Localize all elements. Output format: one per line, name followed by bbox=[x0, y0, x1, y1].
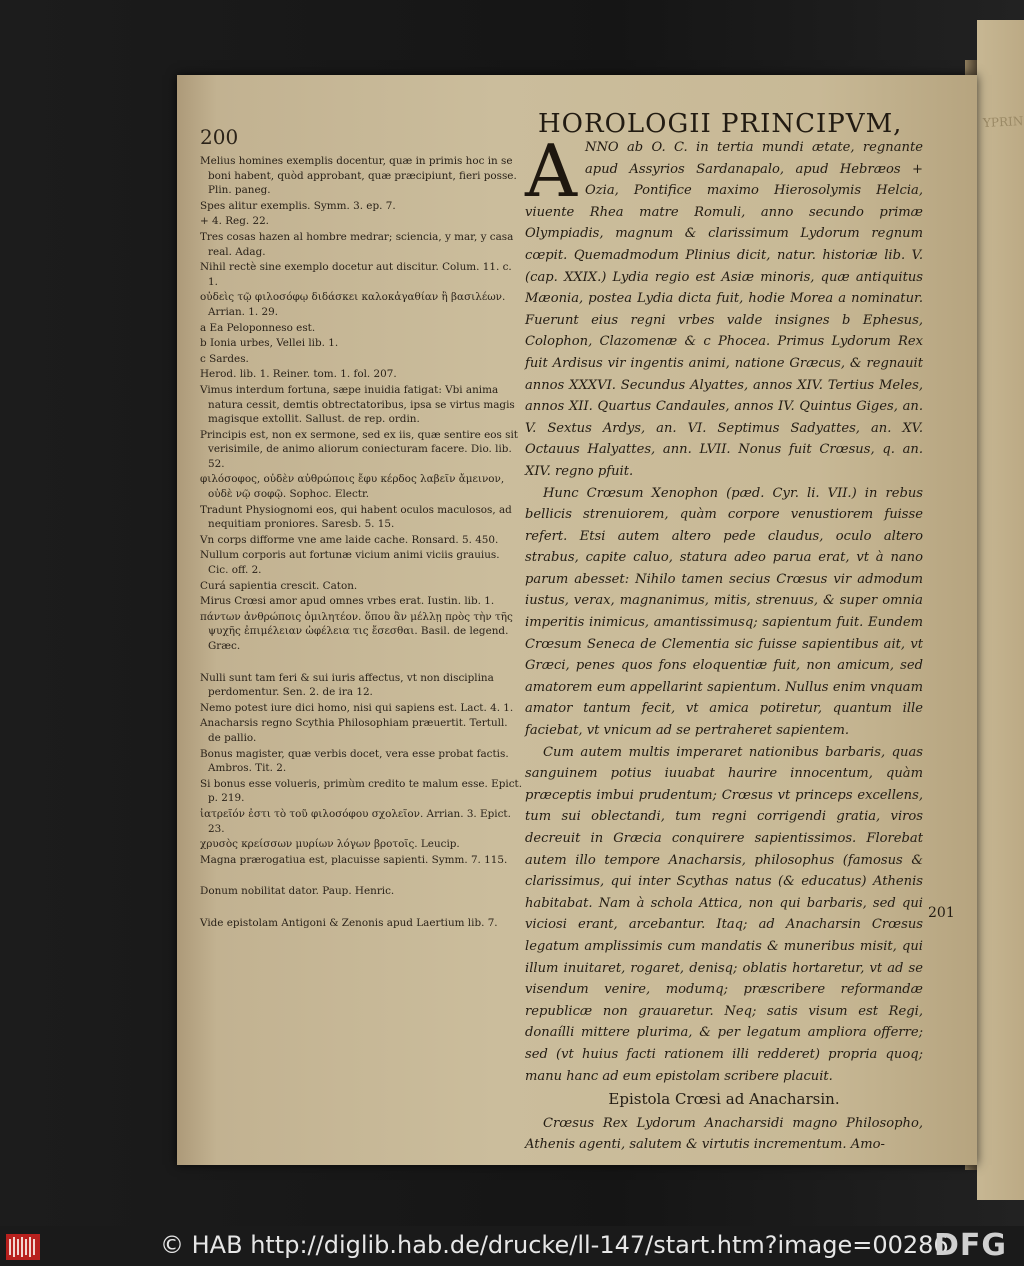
margin-note: Magna prærogatiua est, placuisse sapienti. Symm. 7. 115. bbox=[200, 853, 508, 866]
margin-note: Nemo potest iure dici homo, nisi qui sapiens est. Lact. 4. 1. bbox=[200, 701, 514, 714]
margin-note: Donum nobilitat dator. Paup. Henric. bbox=[200, 885, 395, 898]
margin-note: Mirus Crœsi amor apud omnes vrbes erat. Iustin. lib. 1. bbox=[200, 595, 495, 608]
margin-note: Spes alitur exemplis. Symm. 3. ep. 7. bbox=[200, 199, 396, 212]
margin-note: Vn corps difforme vne ame laide cache. Ronsard. 5. 450. bbox=[200, 533, 499, 546]
dfg-logo[interactable]: DFG bbox=[934, 1228, 1008, 1263]
paragraph: Cum autem multis imperaret nationibus barbaris, quas sanguinem potius iuuabat haurire innocentum, quàm præceptis imbui prudentum; Crœsus vt princeps excellens, tum sui oblectandi, tum regni corrigendi gratia, viros decreuit in Græcia conquirere sapientissimos. Florebat autem illo tempore Anacharsis, philosophus (famosus & clarissimus, qui inter Scythas natus (& educatus) Athenis habitabat. Nam à schola Attica, non qui barbaris, sed qui viciosi erant, arcebantur. Itaq; ad Anacharsin Crœsus legatum amplissimis cum mandatis & muneribus misit, qui illum inuitaret, rogaret, denisq; oblatis hortaretur, vt ad se visendum venire, modumq; præscribere reformandæ republicæ non grauaretur. Neq; satis visum est Regi, donaílli mittere plurima, & per legatum ampliora offerre; sed (vt huius facti rationem illi redderet) propria quoq; manu hanc ad eum epistolam scribere placuit. bbox=[525, 744, 923, 1084]
margin-note: πάντων ἀνθρώποις ὁμιλητέον. ὅπου ἂν μέλλῃ πρὸς τὴν τῆς ψυχῆς ἐπιμέλειαν ὠφέλεια τις ἔσεσθαι. Basil. de legend. Græc. bbox=[200, 610, 513, 652]
next-page-edge bbox=[977, 20, 1024, 1200]
margin-note: χρυσὸς κρείσσων μυρίων λόγων βροτοῖς. Leucip. bbox=[200, 838, 460, 851]
hab-logo-icon[interactable] bbox=[6, 1234, 40, 1260]
margin-note: Melius homines exemplis docentur, quæ in primis hoc in se boni habent, quòd approbant, quæ præcipiunt, fieri posse. Plin. paneg. bbox=[200, 155, 517, 197]
margin-note: Vide epistolam Antigoni & Zenonis apud Laertium lib. 7. bbox=[200, 916, 498, 929]
margin-notes bbox=[200, 154, 522, 932]
page-number: 200 bbox=[200, 125, 239, 149]
margin-note: φιλόσοφος, οὐδὲν αὐθρώποις ἔφυ κέρδος λαβεῖν ἄμεινον, οὐδὲ νῷ σοφῷ. Sophoc. Electr. bbox=[200, 473, 505, 501]
margin-note: Curá sapientia crescit. Caton. bbox=[200, 579, 358, 592]
margin-note: Bonus magister, quæ verbis docet, vera esse probat factis. Ambros. Tit. 2. bbox=[200, 747, 509, 775]
margin-note: Vimus interdum fortuna, sæpe inuidia fatigat: Vbi anima natura cessit, demtis obtrectatoribus, ipsa se virtus magis magisque extollit. Sallust. de rep. ordin. bbox=[200, 383, 515, 426]
margin-note: Nihil rectè sine exemplo docetur aut discitur. Colum. 11. c. 1. bbox=[200, 261, 512, 288]
main-text bbox=[525, 129, 923, 1156]
paragraph: Hunc Crœsum Xenophon (pæd. Cyr. li. VII.) in rebus bellicis strenuiorem, quàm corpore venustiorem fuisse refert. Etsi autem altero pede claudus, oculo altero strabus, capite caluo, statura adeo parua erat, vt à nano parum abesset: Nihilo tamen secius Crœsus vir admodum iustus, verax, magnanimus, mitis, strenuus, & super omnia imperitis inimicus, amantissimusq; sapientum fuit. Eundem Crœsum Seneca de Clementia sic fuisse sapientibus ait, vt Græci, penes quos fons eloquentiæ fuit, non amicum, sed amatorem eum appellarint sapientum. Nullus enim vnquam amator tantum fecit, vt amica potiretur, quantum ille faciebat, vt vnicum ad se pertraheret sapientem. bbox=[525, 485, 923, 739]
footer-bar bbox=[0, 1226, 1024, 1266]
margin-note: Tres cosas hazen al hombre medrar; sciencia, y mar, y casa real. Adag. bbox=[200, 230, 514, 258]
margin-note: Tradunt Physiognomi eos, qui habent oculos maculosos, ad nequitiam proniores. Saresb. 5. 15. bbox=[200, 503, 512, 531]
facing-page-number: 201 bbox=[928, 905, 955, 921]
margin-note: Principis est, non ex sermone, sed ex iis, quæ sentire eos sit verisimile, de animo aliorum coniecturam facere. Dio. lib. 52. bbox=[200, 428, 518, 470]
margin-note: Nullum corporis aut fortunæ vicium animi viciis grauius. Cic. off. 2. bbox=[200, 549, 500, 577]
margin-note: + 4. Reg. 22. bbox=[200, 215, 269, 228]
running-heading: HOROLOGII PRINCIPVM, bbox=[538, 109, 903, 139]
margin-note: c Sardes. bbox=[200, 352, 249, 365]
margin-note: Anacharsis regno Scythia Philosophiam præuertit. Tertull. de pallio. bbox=[200, 717, 508, 744]
margin-note: Si bonus esse volueris, primùm credito te malum esse. Epict. p. 219. bbox=[200, 777, 523, 805]
margin-note: ἰατρεῖόν ἐστι τὸ τοῦ φιλοσόφου σχολεῖον. Arrian. 3. Epict. 23. bbox=[200, 807, 511, 835]
margin-note: a Ea Peloponneso est. bbox=[200, 321, 316, 334]
margin-note: Herod. lib. 1. Reiner. tom. 1. fol. 207. bbox=[200, 368, 397, 381]
drop-capital: A bbox=[525, 129, 577, 213]
margin-spacer bbox=[200, 868, 522, 884]
copyright-link[interactable]: © HAB http://diglib.hab.de/drucke/ll-147/start.htm?image=00286 bbox=[160, 1231, 949, 1259]
margin-note: οὐδεὶς τῷ φιλοσόφῳ διδάσκει καλοκἀγαθίαν ἢ βασιλέων. Arrian. 1. 29. bbox=[200, 291, 506, 318]
margin-note: b Ionia urbes, Vellei lib. 1. bbox=[200, 337, 339, 350]
margin-note: Nulli sunt tam feri & sui iuris affectus, vt non disciplina perdomentur. Sen. 2. de ira 12. bbox=[200, 671, 494, 699]
next-page-ghost-text: YPRIN bbox=[982, 113, 1024, 131]
paragraph: NNO ab O. C. in tertia mundi ætate, regnante apud Assyrios Sardanapalo, apud Hebræos + Ozia, Pontifice maximo Hierosolymis Helcia, viuente Rhea matre Romuli, anno secundo primæ Olympiadis, magnum & clarissimum Lydorum regnum cœpit. Quemadmodum Plinius dicit, natur. historiæ lib. V. (cap. XXIX.) Lydia regio est Asiæ minoris, quæ antiquitus Mæonia, postea Lydia dicta fuit, hodie Morea a nominatur. Fuerunt eius regni vrbes valde insignes b Ephesus, Colophon, Clazomenæ & c Phocea. Primus Lydorum Rex fuit Ardisus vir ingentis animi, natione Græcus, & regnauit annos XXXVI. Secundus Alyattes, annos XIV. Tertius Meles, annos XII. Quartus Candaules, annos IV. Quintus Giges, an. V. Sextus Ardys, an. VI. Septimus Sadyattes, an. XV. Octauus Halyattes, ann. LVII. Nonus fuit Crœsus, q. an. XIV. regno pfuit. bbox=[525, 140, 923, 479]
margin-spacer bbox=[200, 900, 522, 916]
epistle-opening: Crœsus Rex Lydorum Anacharsidi magno Philosopho, Athenis agenti, salutem & virtutis incrementum. Amo- bbox=[525, 1115, 923, 1153]
epistle-title: Epistola Crœsi ad Anacharsin. bbox=[608, 1090, 840, 1109]
margin-spacer bbox=[200, 655, 522, 671]
